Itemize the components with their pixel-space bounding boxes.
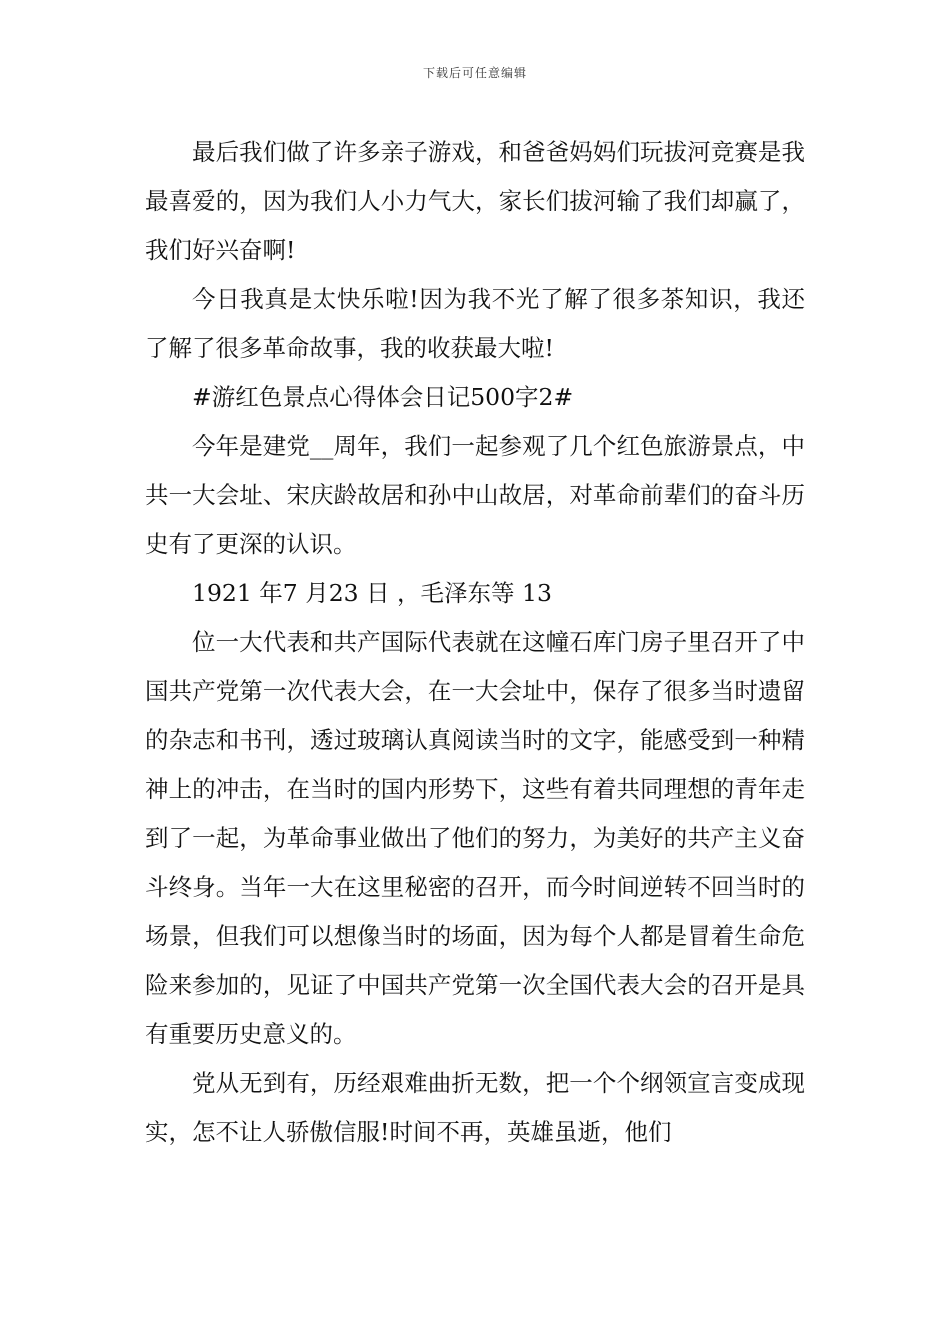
- paragraph-party-history: 党从无到有，历经艰难曲折无数，把一个个纲领宣言变成现实，怎不让人骄傲信服!时间不再，英雄虽逝，他们: [145, 1069, 805, 1146]
- paragraph-first-congress: 位一大代表和共产国际代表就在这幢石库门房子里召开了中国共产党第一次代表大会，在一大会址中，保存了很多当时遗留的杂志和书刊，透过玻璃认真阅读当时的文字，能感受到一种精神上的冲击，在当时的国内形势下，这些有着共同理想的青年走到了一起，为革命事业做出了他们的努力，为美好的共产主义奋斗终身。当年一大在这里秘密的召开，而今时间逆转不回当时的场景，但我们可以想像当时的场面，因为每个人都是冒着生命危险来参加的，见证了中国共产党第一次全国代表大会的召开是具有重要历史意义的。: [145, 628, 805, 1048]
- document-body: [145, 128, 805, 1157]
- page-header: 下载后可任意编辑: [422, 66, 527, 80]
- paragraph-happy-today: 今日我真是太快乐啦!因为我不光了解了很多茶知识，我还了解了很多革命故事，我的收获最大啦!: [145, 285, 805, 362]
- paragraph-parent-child-games: 最后我们做了许多亲子游戏，和爸爸妈妈们玩拔河竞赛是我最喜爱的，因为我们人小力气大，家长们拔河输了我们却赢了，我们好兴奋啊!: [145, 138, 805, 264]
- paragraph-party-anniversary: 今年是建党__周年，我们一起参观了几个红色旅游景点，中共一大会址、宋庆龄故居和孙中山故居，对革命前辈们的奋斗历史有了更深的认识。: [145, 432, 805, 558]
- section-heading: #游红色景点心得体会日记500字2#: [192, 383, 574, 411]
- paragraph-date-line: 1921 年7 月23 日 ，毛泽东等 13: [192, 579, 552, 607]
